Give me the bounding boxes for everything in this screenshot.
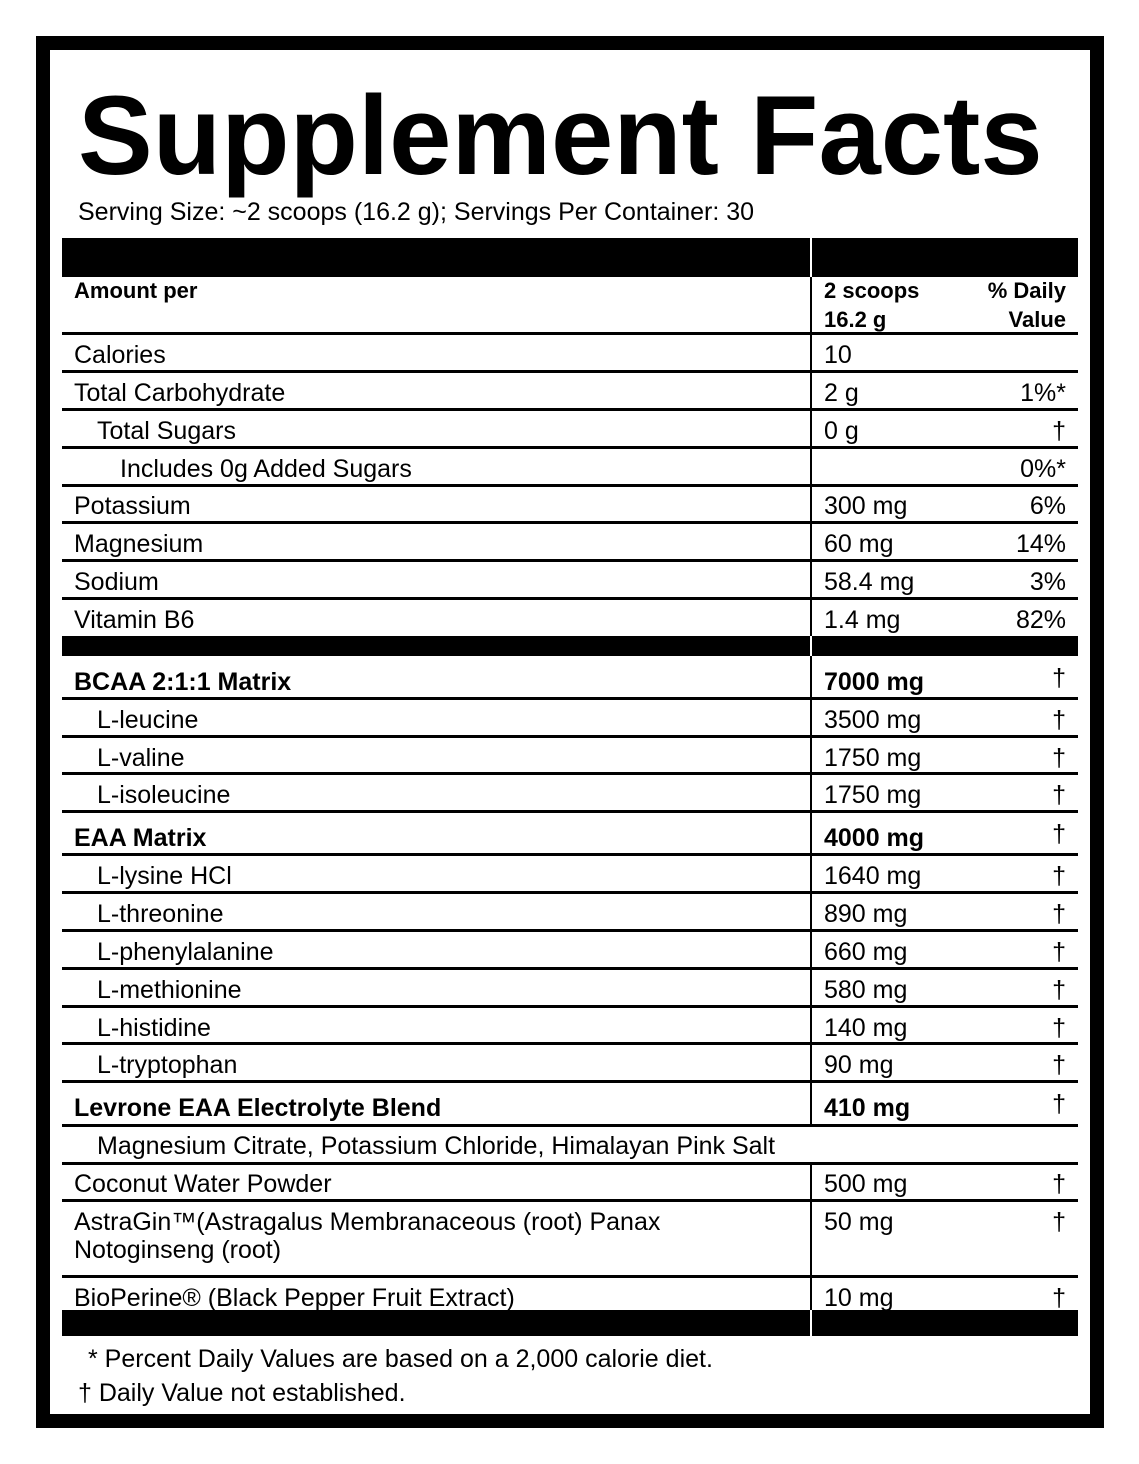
row-name-total-carbohydrate: Total Carbohydrate: [74, 379, 286, 407]
row-name-calories: Calories: [74, 341, 166, 369]
column-separator-lower: [810, 1162, 812, 1310]
footnote-percent: * Percent Daily Values are based on a 2,000 calorie diet.: [88, 1345, 713, 1373]
row-dv-bioperine: †: [1052, 1284, 1066, 1312]
row-dv-eaa-matrix: †: [1052, 820, 1066, 848]
row-dv-l-phenylalanine: †: [1052, 938, 1066, 966]
row-amount-astragin: 50 mg: [824, 1208, 894, 1236]
row-dv-l-methionine: †: [1052, 976, 1066, 1004]
row-rule: [62, 484, 1078, 487]
row-name-added-sugars: Includes 0g Added Sugars: [120, 455, 412, 483]
daily-value-header: [988, 276, 1066, 334]
row-dv-total-sugars: †: [1052, 417, 1066, 445]
row-dv-coconut-water: †: [1052, 1170, 1066, 1198]
row-dv-sodium: 3%: [1029, 568, 1066, 596]
row-amount-l-methionine: 580 mg: [824, 976, 908, 1004]
row-name-astragin-line2: Notoginseng (root): [74, 1236, 282, 1264]
row-name-l-histidine: L-histidine: [97, 1014, 211, 1042]
row-amount-bcaa-matrix: 7000 mg: [824, 668, 925, 696]
row-dv-l-threonine: †: [1052, 900, 1066, 928]
row-rule: [62, 853, 1078, 856]
row-dv-potassium: 6%: [1029, 492, 1066, 520]
row-rule: [62, 597, 1078, 600]
row-amount-l-valine: 1750 mg: [824, 744, 922, 772]
middle-thick-bar: [62, 636, 1078, 656]
row-dv-magnesium: 14%: [1015, 530, 1066, 558]
row-rule: [62, 1124, 1078, 1127]
row-amount-calories: 10: [824, 341, 852, 369]
row-name-l-valine: L-valine: [97, 744, 185, 772]
row-name-vitamin-b6: Vitamin B6: [74, 606, 195, 634]
row-rule: [62, 408, 1078, 411]
row-amount-electrolyte-blend: 410 mg: [824, 1094, 911, 1122]
row-dv-astragin: †: [1052, 1208, 1066, 1236]
row-name-astragin-line1: AstraGin™(Astragalus Membranaceous (root) Panax: [74, 1208, 661, 1236]
daily-value-header-line2: Value: [1008, 307, 1066, 332]
row-name-astragin: [74, 1208, 660, 1264]
row-amount-l-threonine: 890 mg: [824, 900, 908, 928]
row-name-eaa-matrix: EAA Matrix: [74, 824, 207, 852]
row-amount-total-sugars: 0 g: [824, 417, 859, 445]
row-rule: [62, 446, 1078, 449]
footnote-dagger: † Daily Value not established.: [78, 1379, 406, 1407]
row-dv-total-carbohydrate: 1%*: [1020, 379, 1066, 407]
row-name-bcaa-matrix: BCAA 2:1:1 Matrix: [74, 668, 292, 696]
row-amount-vitamin-b6: 1.4 mg: [824, 606, 901, 634]
row-name-l-methionine: L-methionine: [97, 976, 242, 1004]
row-name-blend-ingredients: Magnesium Citrate, Potassium Chloride, Himalayan Pink Salt: [97, 1132, 776, 1160]
row-amount-l-histidine: 140 mg: [824, 1014, 908, 1042]
row-rule: [62, 1005, 1078, 1008]
row-rule: [62, 772, 1078, 775]
row-amount-l-lysine: 1640 mg: [824, 862, 922, 890]
row-dv-l-lysine: †: [1052, 862, 1066, 890]
row-amount-l-phenylalanine: 660 mg: [824, 938, 908, 966]
row-rule: [62, 521, 1078, 524]
row-name-l-threonine: L-threonine: [97, 900, 224, 928]
row-dv-l-leucine: †: [1052, 706, 1066, 734]
row-amount-l-leucine: 3500 mg: [824, 706, 922, 734]
row-dv-l-tryptophan: †: [1052, 1051, 1066, 1079]
row-amount-bioperine: 10 mg: [824, 1284, 894, 1312]
row-rule: [62, 1042, 1078, 1045]
row-rule: [62, 891, 1078, 894]
row-amount-coconut-water: 500 mg: [824, 1170, 908, 1198]
top-thick-bar: [62, 238, 1078, 277]
row-name-coconut-water: Coconut Water Powder: [74, 1170, 332, 1198]
row-name-total-sugars: Total Sugars: [97, 417, 236, 445]
row-rule: [62, 370, 1078, 373]
row-rule: [62, 332, 1078, 335]
row-rule: [62, 735, 1078, 738]
row-amount-l-tryptophan: 90 mg: [824, 1051, 894, 1079]
row-dv-vitamin-b6: 82%: [1015, 606, 1066, 634]
serving-header: [824, 276, 919, 334]
row-amount-sodium: 58.4 mg: [824, 568, 915, 596]
row-dv-l-isoleucine: †: [1052, 781, 1066, 809]
row-rule: [62, 559, 1078, 562]
row-dv-l-valine: †: [1052, 744, 1066, 772]
column-separator-upper: [810, 277, 812, 636]
row-amount-magnesium: 60 mg: [824, 530, 894, 558]
row-dv-added-sugars: 0%*: [1020, 455, 1066, 483]
row-dv-electrolyte-blend: †: [1052, 1090, 1066, 1118]
row-rule: [62, 1162, 1078, 1165]
amount-per-header: Amount per: [74, 278, 198, 303]
daily-value-header-line1: % Daily: [987, 278, 1066, 303]
row-rule: [62, 1275, 1078, 1278]
row-name-l-lysine: L-lysine HCl: [97, 862, 232, 890]
label-title: Supplement Facts: [78, 73, 1043, 198]
serving-header-line2: 16.2 g: [824, 307, 887, 332]
row-amount-total-carbohydrate: 2 g: [824, 379, 859, 407]
row-rule: [62, 929, 1078, 932]
row-rule: [62, 697, 1078, 700]
row-name-magnesium: Magnesium: [74, 530, 204, 558]
row-rule: [62, 810, 1078, 813]
row-dv-bcaa-matrix: †: [1052, 664, 1066, 692]
row-name-l-leucine: L-leucine: [97, 706, 199, 734]
row-name-sodium: Sodium: [74, 568, 159, 596]
row-amount-eaa-matrix: 4000 mg: [824, 824, 925, 852]
row-name-l-isoleucine: L-isoleucine: [97, 781, 231, 809]
row-rule: [62, 967, 1078, 970]
serving-header-line1: 2 scoops: [824, 278, 920, 303]
row-name-potassium: Potassium: [74, 492, 191, 520]
row-rule: [62, 1080, 1078, 1083]
row-amount-potassium: 300 mg: [824, 492, 908, 520]
bottom-thick-bar: [62, 1310, 1078, 1336]
serving-info: Serving Size: ~2 scoops (16.2 g); Servings Per Container: 30: [78, 198, 755, 226]
row-name-l-phenylalanine: L-phenylalanine: [97, 938, 274, 966]
row-amount-l-isoleucine: 1750 mg: [824, 781, 922, 809]
row-name-electrolyte-blend: Levrone EAA Electrolyte Blend: [74, 1094, 442, 1122]
row-name-bioperine: BioPerine® (Black Pepper Fruit Extract): [74, 1284, 515, 1312]
row-rule: [62, 1199, 1078, 1202]
row-dv-l-histidine: †: [1052, 1014, 1066, 1042]
row-name-l-tryptophan: L-tryptophan: [97, 1051, 238, 1079]
